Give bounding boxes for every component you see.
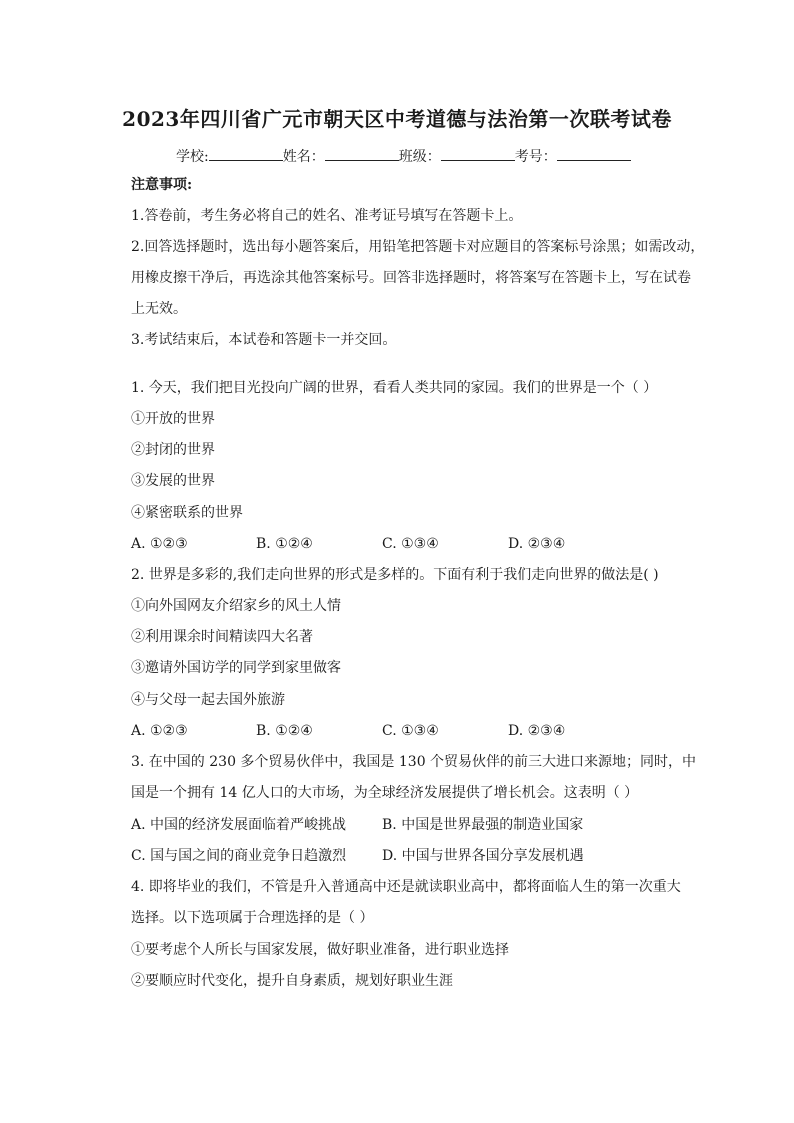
note-1: 1.答卷前，考生务必将自己的姓名、准考证号填写在答题卡上。 [131, 208, 523, 224]
q2-item: ①向外国网友介绍家乡的风土人情 [131, 598, 341, 614]
q2-option-c: C. ①③④ [382, 723, 439, 739]
q1-option-d: D. ②③④ [508, 536, 566, 552]
school-label: 学校: [176, 149, 209, 165]
exam-title: 2023年四川省广元市朝天区中考道德与法治第一次联考试卷 [122, 107, 672, 131]
q1-item: ④紧密联系的世界 [131, 505, 243, 521]
q3-option-a: A. 中国的经济发展面临着严峻挑战 [131, 817, 347, 833]
q4-stem-line-1: 4. 即将毕业的我们，不管是升入普通高中还是就读职业高中，都将面临人生的第一次重大 [131, 879, 681, 895]
name-label: 姓名： [282, 149, 325, 165]
note-3: 3.考试结束后，本试卷和答题卡一并交回。 [131, 332, 397, 348]
notes-heading: 注意事项: [131, 177, 193, 193]
q1-option-b: B. ①②④ [256, 536, 313, 552]
q1-item: ②封闭的世界 [131, 442, 215, 458]
exam-no-label: 考号： [514, 149, 557, 165]
q3-stem-line-2: 国是一个拥有 14 亿人口的大市场，为全球经济发展提供了增长机会。这表明（ ） [131, 785, 639, 801]
q2-option-d: D. ②③④ [508, 723, 566, 739]
q2-option-a: A. ①②③ [131, 723, 188, 739]
q2-item: ②利用课余时间精读四大名著 [131, 629, 313, 645]
q3-option-c: C. 国与国之间的商业竞争日趋激烈 [131, 848, 347, 864]
q1-stem: 1. 今天，我们把目光投向广阔的世界，看看人类共同的家园。我们的世界是一个（ ） [131, 380, 658, 396]
name-blank [325, 146, 399, 161]
student-info-line [176, 146, 631, 166]
note-2-line-2: 用橡皮擦干净后，再选涂其他答案标号。回答非选择题时，将答案写在答题卡上，写在试卷 [131, 270, 691, 286]
q3-option-b: B. 中国是世界最强的制造业国家 [382, 817, 584, 833]
q4-item: ①要考虑个人所长与国家发展，做好职业准备，进行职业选择 [131, 942, 509, 958]
class-label: 班级： [398, 149, 441, 165]
q3-stem-line-1: 3. 在中国的 230 多个贸易伙伴中，我国是 130 个贸易伙伴的前三大进口来源地；同时，中 [131, 754, 697, 770]
exam-no-blank [557, 146, 631, 161]
q2-item: ④与父母一起去国外旅游 [131, 692, 285, 708]
q4-item: ②要顺应时代变化，提升自身素质，规划好职业生涯 [131, 973, 453, 989]
class-blank [441, 146, 515, 161]
q1-option-c: C. ①③④ [382, 536, 439, 552]
q2-item: ③邀请外国访学的同学到家里做客 [131, 660, 341, 676]
school-blank [209, 146, 283, 161]
q3-option-d: D. 中国与世界各国分享发展机遇 [382, 848, 584, 864]
q1-item: ③发展的世界 [131, 473, 215, 489]
q2-option-b: B. ①②④ [256, 723, 313, 739]
note-2-line-3: 上无效。 [131, 301, 187, 317]
q1-option-a: A. ①②③ [131, 536, 188, 552]
note-2-line-1: 2.回答选择题时，选出每小题答案后，用铅笔把答题卡对应题目的答案标号涂黑；如需改动， [131, 239, 705, 255]
q2-stem: 2. 世界是多彩的,我们走向世界的形式是多样的。下面有利于我们走向世界的做法是( ) [131, 567, 659, 583]
q1-item: ①开放的世界 [131, 411, 215, 427]
q4-stem-line-2: 选择。以下选项属于合理选择的是（ ） [131, 910, 374, 926]
